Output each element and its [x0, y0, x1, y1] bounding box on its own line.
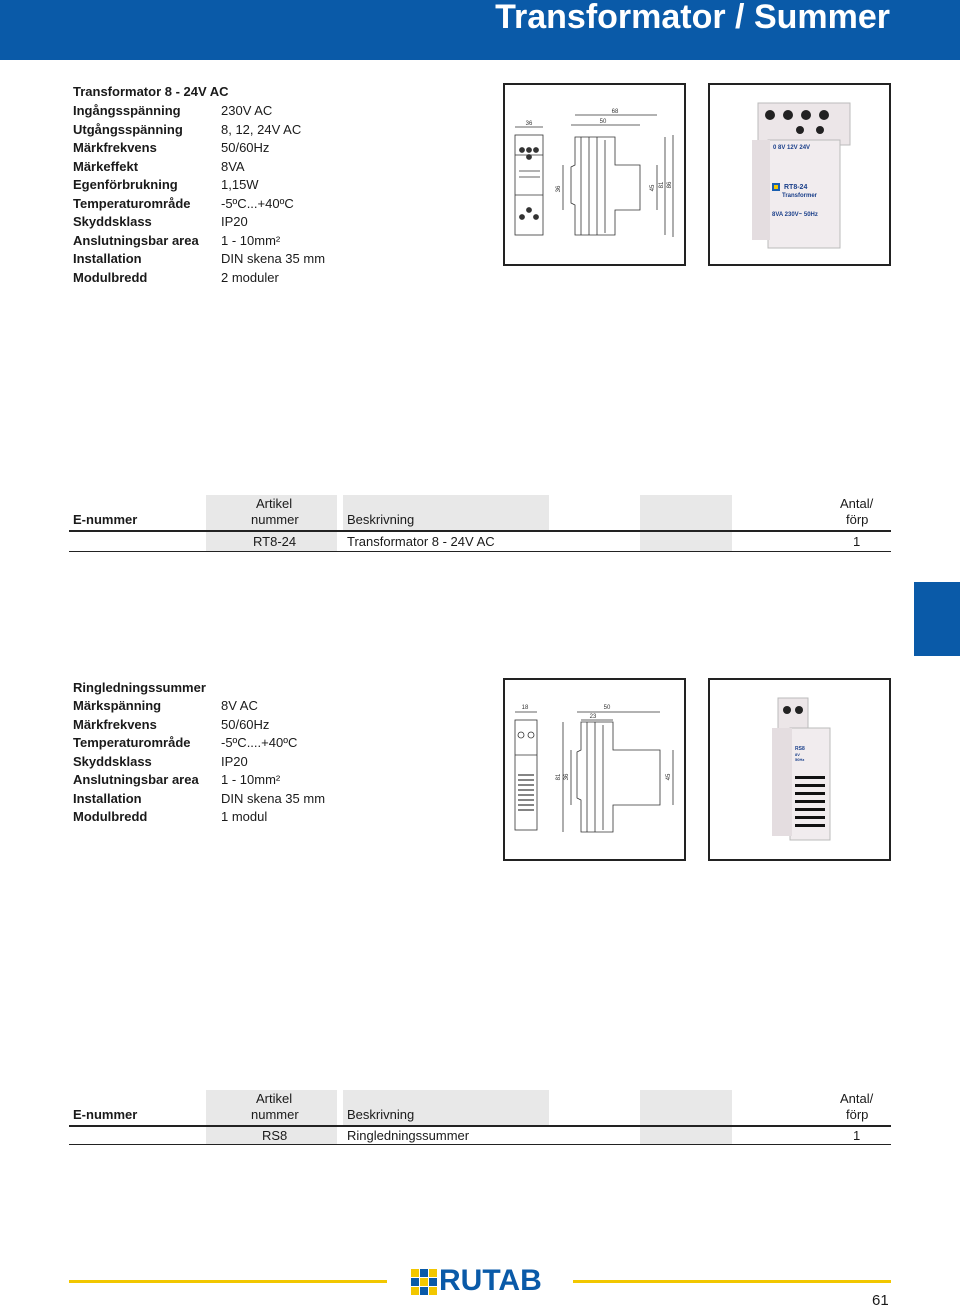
table-divider: [69, 1125, 891, 1127]
header-cell-bg: [640, 495, 732, 530]
spec-row: [73, 158, 473, 177]
product-photo: [708, 83, 891, 266]
spec-value: IP20: [221, 753, 248, 769]
spec-row: [73, 753, 473, 772]
product-title: Ringledningssummer: [73, 680, 206, 695]
spec-key: Ingångsspänning: [73, 103, 181, 118]
column-header-beskrivning: Beskrivning: [347, 512, 415, 527]
dim-label: 45: [650, 184, 656, 192]
spec-key: Märkeffekt: [73, 158, 139, 174]
spec-value: 1,15W: [221, 177, 259, 192]
spec-key: Installation: [73, 790, 142, 806]
spec-key: Skyddsklass: [73, 214, 152, 229]
table-cell-beskrivning: Transformator 8 - 24V AC: [347, 534, 495, 549]
dim-label: 18: [521, 705, 529, 711]
spec-value: 8VA: [221, 158, 245, 174]
photo-frequency: 50Hz: [795, 757, 805, 762]
photo-voltage: 8V: [795, 752, 800, 757]
dim-label: 23: [589, 714, 597, 720]
product-photo: [708, 678, 891, 861]
column-header-enummer: E-nummer: [73, 512, 138, 527]
table-cell-beskrivning: Ringledningssummer: [347, 1128, 470, 1143]
spec-value: 8V AC: [221, 698, 258, 713]
column-header-forp: förp: [846, 512, 869, 527]
spec-row: [73, 102, 473, 121]
footer-rule: [573, 1280, 891, 1283]
spec-key: Märkfrekvens: [73, 716, 157, 732]
spec-row: [73, 121, 473, 140]
spec-value: 1 - 10mm²: [221, 772, 281, 787]
spec-value: 8, 12, 24V AC: [221, 121, 302, 137]
spec-key: Temperaturområde: [73, 735, 191, 750]
spec-key: Märkfrekvens: [73, 140, 157, 155]
dimension-drawing: [503, 83, 686, 266]
spec-row: [73, 734, 473, 753]
spec-value: 230V AC: [221, 103, 273, 118]
spec-row: [73, 139, 473, 158]
transformer-image: [710, 85, 889, 264]
table-cell-antal: 1: [853, 1128, 861, 1143]
product-title: Transformator 8 - 24V AC: [73, 84, 229, 99]
photo-rating: 8VA 230V~ 50Hz: [772, 212, 818, 218]
spec-row: [73, 697, 473, 716]
table-divider: [69, 1144, 891, 1145]
spec-key: Utgångsspänning: [73, 121, 183, 137]
spec-row: [73, 195, 473, 214]
spec-row: [73, 716, 473, 735]
spec-list: [73, 102, 473, 287]
header-cell-bg: [640, 1090, 732, 1125]
table-cell-artikel: RT8-24: [253, 534, 297, 549]
column-header-beskrivning: Beskrivning: [347, 1107, 415, 1122]
spec-value: IP20: [221, 214, 248, 229]
spec-value: 1 modul: [221, 809, 268, 824]
row-cell-bg: [640, 532, 732, 552]
page-title: Transformator / Summer: [495, 0, 890, 36]
spec-key: Skyddsklass: [73, 753, 152, 769]
row-cell-bg: [640, 1127, 732, 1145]
spec-value: DIN skena 35 mm: [221, 251, 326, 266]
spec-key: Märkspänning: [73, 698, 162, 713]
spec-row: [73, 250, 473, 269]
spec-key: Anslutningsbar area: [73, 772, 199, 787]
spec-key: Modulbredd: [73, 809, 148, 824]
dim-label: 36: [564, 773, 570, 781]
brand-name: RUTAB: [439, 1264, 542, 1297]
spec-row: [73, 232, 473, 251]
column-header-enummer: E-nummer: [73, 1107, 138, 1122]
photo-model: RS8: [795, 746, 805, 752]
spec-row: [73, 269, 473, 288]
spec-key: Installation: [73, 251, 142, 266]
table-divider: [69, 530, 891, 532]
spec-list: [73, 697, 473, 827]
spec-value: 2 moduler: [221, 269, 279, 285]
column-header-artikel: Artikel: [256, 496, 293, 511]
dim-label: 36: [525, 121, 533, 127]
rutab-logo-mark: [411, 1269, 437, 1295]
spec-row: [73, 808, 473, 827]
dim-label: 50: [603, 705, 611, 711]
dim-label: 68: [611, 109, 619, 115]
dim-label: 36: [556, 185, 562, 193]
spec-value: 50/60Hz: [221, 716, 270, 732]
spec-row: [73, 790, 473, 809]
spec-value: -5ºC...+40ºC: [221, 195, 294, 211]
column-header-antal: Antal/: [840, 496, 874, 511]
technical-drawing-buzzer: [505, 680, 684, 859]
column-header-nummer: nummer: [251, 1107, 299, 1122]
dim-label: 81: [659, 181, 665, 189]
spec-value: DIN skena 35 mm: [221, 790, 326, 806]
spec-key: Egenförbrukning: [73, 177, 178, 192]
dim-label: 86: [667, 181, 673, 189]
footer-rule: [69, 1280, 387, 1283]
spec-key: Temperaturområde: [73, 195, 191, 211]
section-tab: [914, 582, 960, 656]
logo-icon: [411, 1269, 437, 1295]
table-divider: [69, 551, 891, 552]
technical-drawing-transformer: [505, 85, 684, 264]
column-header-nummer: nummer: [251, 512, 299, 527]
column-header-artikel: Artikel: [256, 1091, 293, 1106]
page-number: 61: [872, 1292, 889, 1309]
spec-key: Anslutningsbar area: [73, 232, 199, 248]
table-cell-antal: 1: [853, 534, 861, 549]
dim-label: 81: [556, 773, 562, 781]
dimension-drawing: [503, 678, 686, 861]
spec-key: Modulbredd: [73, 269, 148, 285]
spec-row: [73, 213, 473, 232]
spec-value: 1 - 10mm²: [221, 232, 281, 248]
spec-row: [73, 771, 473, 790]
buzzer-image: [710, 680, 889, 859]
spec-value: 50/60Hz: [221, 140, 270, 155]
spec-value: -5ºC....+40ºC: [221, 735, 298, 750]
column-header-forp: förp: [846, 1107, 869, 1122]
dim-label: 50: [599, 119, 607, 125]
photo-model: RT8-24: [784, 184, 808, 191]
terminal-labels: 0 8V 12V 24V: [773, 145, 811, 151]
spec-row: [73, 176, 473, 195]
table-cell-artikel: RS8: [262, 1128, 288, 1143]
photo-type: Transformer: [782, 193, 818, 199]
column-header-antal: Antal/: [840, 1091, 874, 1106]
dim-label: 45: [666, 773, 672, 781]
